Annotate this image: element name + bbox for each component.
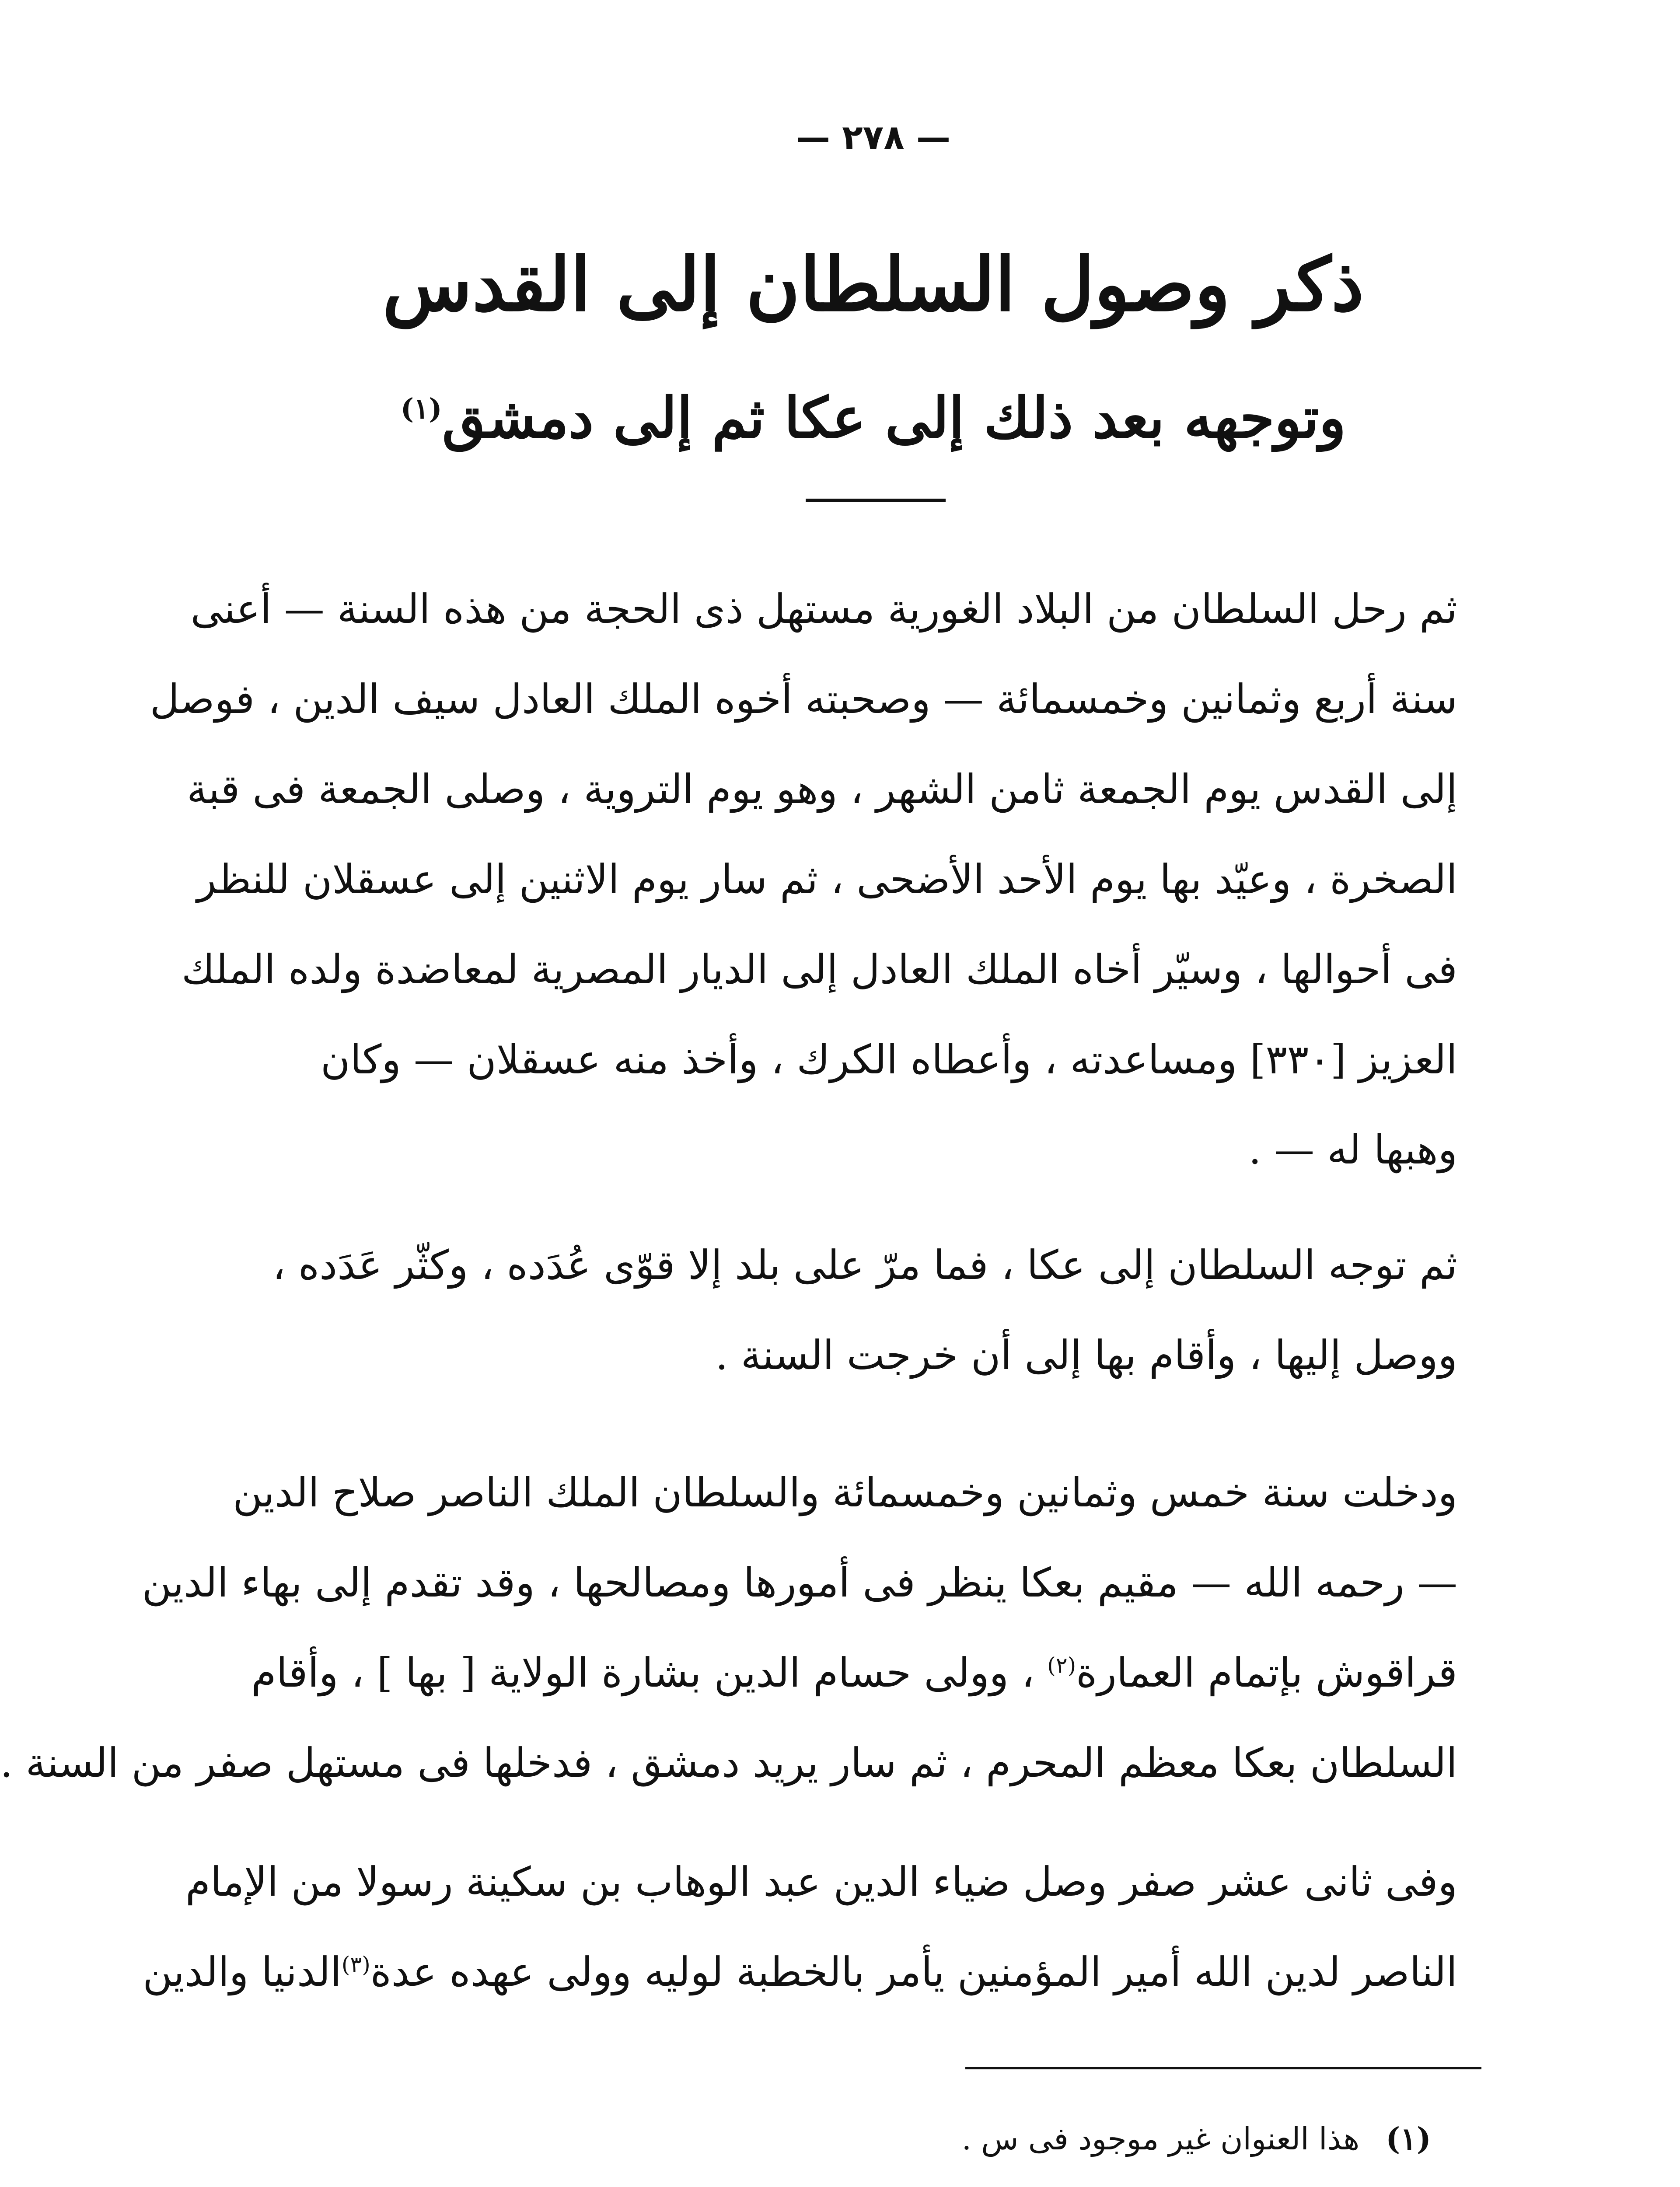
footnote-text: هذا العنوان غير موجود فى س . bbox=[961, 2121, 1360, 2157]
text-line bbox=[143, 1927, 1457, 2017]
paragraph-4 bbox=[143, 1837, 1457, 2017]
paragraph-2 bbox=[272, 1220, 1457, 1401]
text-line: الصخرة ، وعيّد بها يوم الأحد الأضحى ، ثم سار يوم الاثنين إلى عسقلان للنظر bbox=[197, 856, 1457, 903]
chapter-subtitle bbox=[311, 385, 1435, 452]
paragraph-3 bbox=[0, 1448, 1457, 1808]
footnotes bbox=[723, 2100, 1431, 2187]
text-line: وفى ثانى عشر صفر وصل ضياء الدين عبد الوهاب بن سكينة رسولا من الإمام bbox=[185, 1859, 1457, 1905]
paragraph-1 bbox=[150, 564, 1457, 1195]
text-line-start: قراقوش بإتمام العمارة bbox=[1076, 1649, 1457, 1696]
text-line: وهبها له — . bbox=[1248, 1126, 1457, 1173]
chapter-title: ذكر وصول السلطان إلى القدس bbox=[382, 241, 1364, 328]
text-line: ووصل إليها ، وأقام بها إلى أن خرجت السنة . bbox=[715, 1332, 1457, 1379]
footnote-number: (١) bbox=[1386, 2121, 1431, 2157]
text-line: سنة أربع وثمانين وخمسمائة — وصحبته أخوه الملك العادل سيف الدين ، فوصل bbox=[150, 676, 1457, 723]
text-line: السلطان بعكا معظم المحرم ، ثم سار يريد دمشق ، فدخلها فى مستهل صفر من السنة . bbox=[0, 1740, 1457, 1786]
text-line: ودخلت سنة خمس وثمانين وخمسمائة والسلطان الملك الناصر صلاح الدين bbox=[233, 1469, 1457, 1516]
footnote-item bbox=[723, 2178, 1431, 2187]
page-number: — ٢٧٨ — bbox=[796, 118, 951, 157]
text-line: — رحمه الله — مقيم بعكا ينظر فى أمورها ومصالحها ، وقد تقدم إلى بهاء الدين bbox=[142, 1559, 1457, 1606]
text-line-start: الناصر لدين الله أمير المؤمنين يأمر بالخطبة لوليه وولى عهده عدة bbox=[370, 1949, 1457, 1995]
footnote-ref-2: (٢) bbox=[1047, 1652, 1076, 1678]
footnote-item bbox=[723, 2100, 1431, 2178]
footnote-ref-1: (١) bbox=[400, 392, 442, 426]
footnote-number bbox=[1386, 2178, 1431, 2187]
text-line-end: الدنيا والدين bbox=[143, 1949, 342, 1995]
footnote-divider bbox=[965, 2067, 1481, 2069]
title-divider bbox=[806, 499, 946, 502]
text-line: العزيز [٣٣٠] ومساعدته ، وأعطاه الكرك ، وأخذ منه عسقلان — وكان bbox=[320, 1036, 1457, 1083]
chapter-subtitle-text: وتوجهه بعد ذلك إلى عكا ثم إلى دمشق bbox=[442, 385, 1346, 451]
text-line: ثم رحل السلطان من البلاد الغورية مستهل ذى الحجة من هذه السنة — أعنى bbox=[190, 586, 1457, 632]
footnote-ref-3: (٣) bbox=[341, 1952, 370, 1977]
text-line: إلى القدس يوم الجمعة ثامن الشهر ، وهو يوم التروية ، وصلى الجمعة فى قبة bbox=[187, 766, 1457, 813]
text-line bbox=[251, 1628, 1457, 1718]
text-line: ثم توجه السلطان إلى عكا ، فما مرّ على بلد إلا قوّى عُدَده ، وكثّر عَدَده ، bbox=[272, 1242, 1457, 1289]
text-line: فى أحوالها ، وسيّر أخاه الملك العادل إلى الديار المصرية لمعاضدة ولده الملك bbox=[181, 946, 1457, 993]
text-line-end: ، وولى حسام الدين بشارة الولاية [ بها ] ، وأقام bbox=[251, 1649, 1048, 1696]
